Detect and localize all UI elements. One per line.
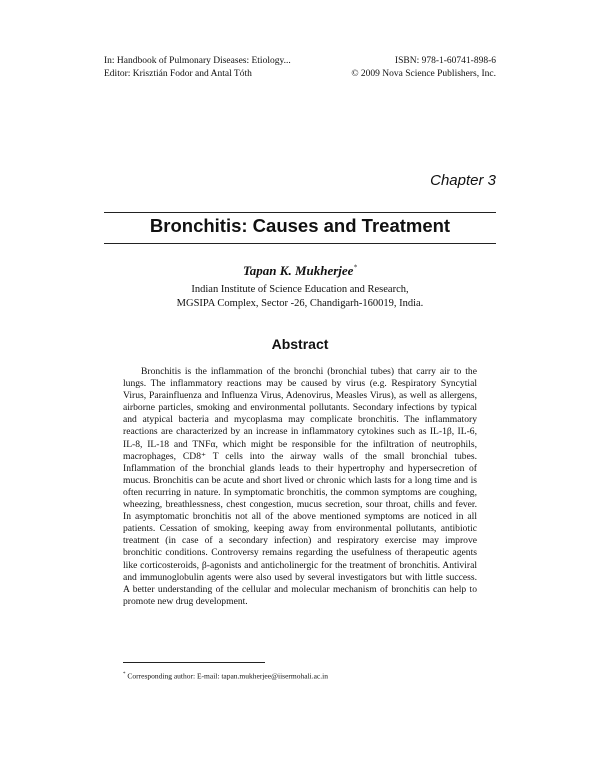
isbn: ISBN: 978-1-60741-898-6 bbox=[394, 56, 496, 66]
affiliation-line-1: Indian Institute of Science Education and Research, bbox=[191, 284, 409, 295]
book-title: In: Handbook of Pulmonary Diseases: Etiology... bbox=[104, 56, 291, 66]
abstract-heading: Abstract bbox=[271, 336, 329, 352]
title-rule-bottom bbox=[104, 243, 496, 244]
footnote-rule bbox=[123, 662, 265, 663]
paper-title: Bronchitis: Causes and Treatment bbox=[149, 215, 451, 236]
footnote-text: Corresponding author: E-mail: tapan.mukherjee@iisermohali.ac.in bbox=[127, 671, 328, 681]
footnote-mark: * bbox=[123, 672, 126, 677]
chapter-label: Chapter 3 bbox=[430, 172, 496, 189]
author bbox=[104, 263, 496, 279]
footnote bbox=[123, 670, 483, 682]
running-header-line-2 bbox=[104, 68, 496, 80]
affiliation-line-2: MGSIPA Complex, Sector -26, Chandigarh-160019, India. bbox=[176, 298, 424, 309]
author-footnote-mark: * bbox=[353, 263, 357, 272]
author-name: Tapan K. Mukherjee bbox=[243, 263, 354, 278]
copyright: © 2009 Nova Science Publishers, Inc. bbox=[351, 69, 496, 79]
abstract-body: Bronchitis is the inflammation of the bronchi (bronchial tubes) that carry air to the lungs. The inflammatory reactions may be caused by virus (e.g. Respiratory Syncytial Virus, Parainfluenza and Influenza Virus, Adenovirus, Measles Virus), as well as allergens, airborne particles, smoking and environmental pollutants. Secondary infections by typical and atypical bacteria and mycoplasma may complicate bronchitis. The inflammatory reactions are characterized by an increase in inflammatory cytokines such as IL-1β, IL-6, IL-8, IL-18 and TNFα, which might be responsible for the infiltration of neutrophils, macrophages, CD8⁺ T cells into the airway walls of the small bronchial tubes. Inflammation of the bronchial glands leads to their hypertrophy and hypersecretion of mucus. Bronchitis can be acute and short lived or chronic which lasts for a long time and is often recurring in nature. In symptomatic bronchitis, the common symptoms are coughing, wheezing, breathlessness, chest congestion, mucus secretion, sour throat, chills and fever. In asymptomatic bronchitis not all of the above mentioned symptoms are noticed in all patients. Cessation of smoking, keeping away from environmental pollutants, antibiotic treatment (in case of a secondary infection) and respiratory exercise may improve bronchitic conditions. Controversy remains regarding the usefulness of therapeutic agents like corticosteroids, β-agonists and anticholinergic for the treatment of bronchitis. Antiviral and immunoglobulin agents were also used by several investigators but with little success. A better understanding of the cellular and molecular mechanism of bronchitis can help to promote new drug development. bbox=[123, 366, 477, 607]
title-rule-top bbox=[104, 212, 496, 213]
running-header-line-1 bbox=[104, 55, 496, 67]
editors: Editor: Krisztián Fodor and Antal Tóth bbox=[104, 69, 252, 79]
